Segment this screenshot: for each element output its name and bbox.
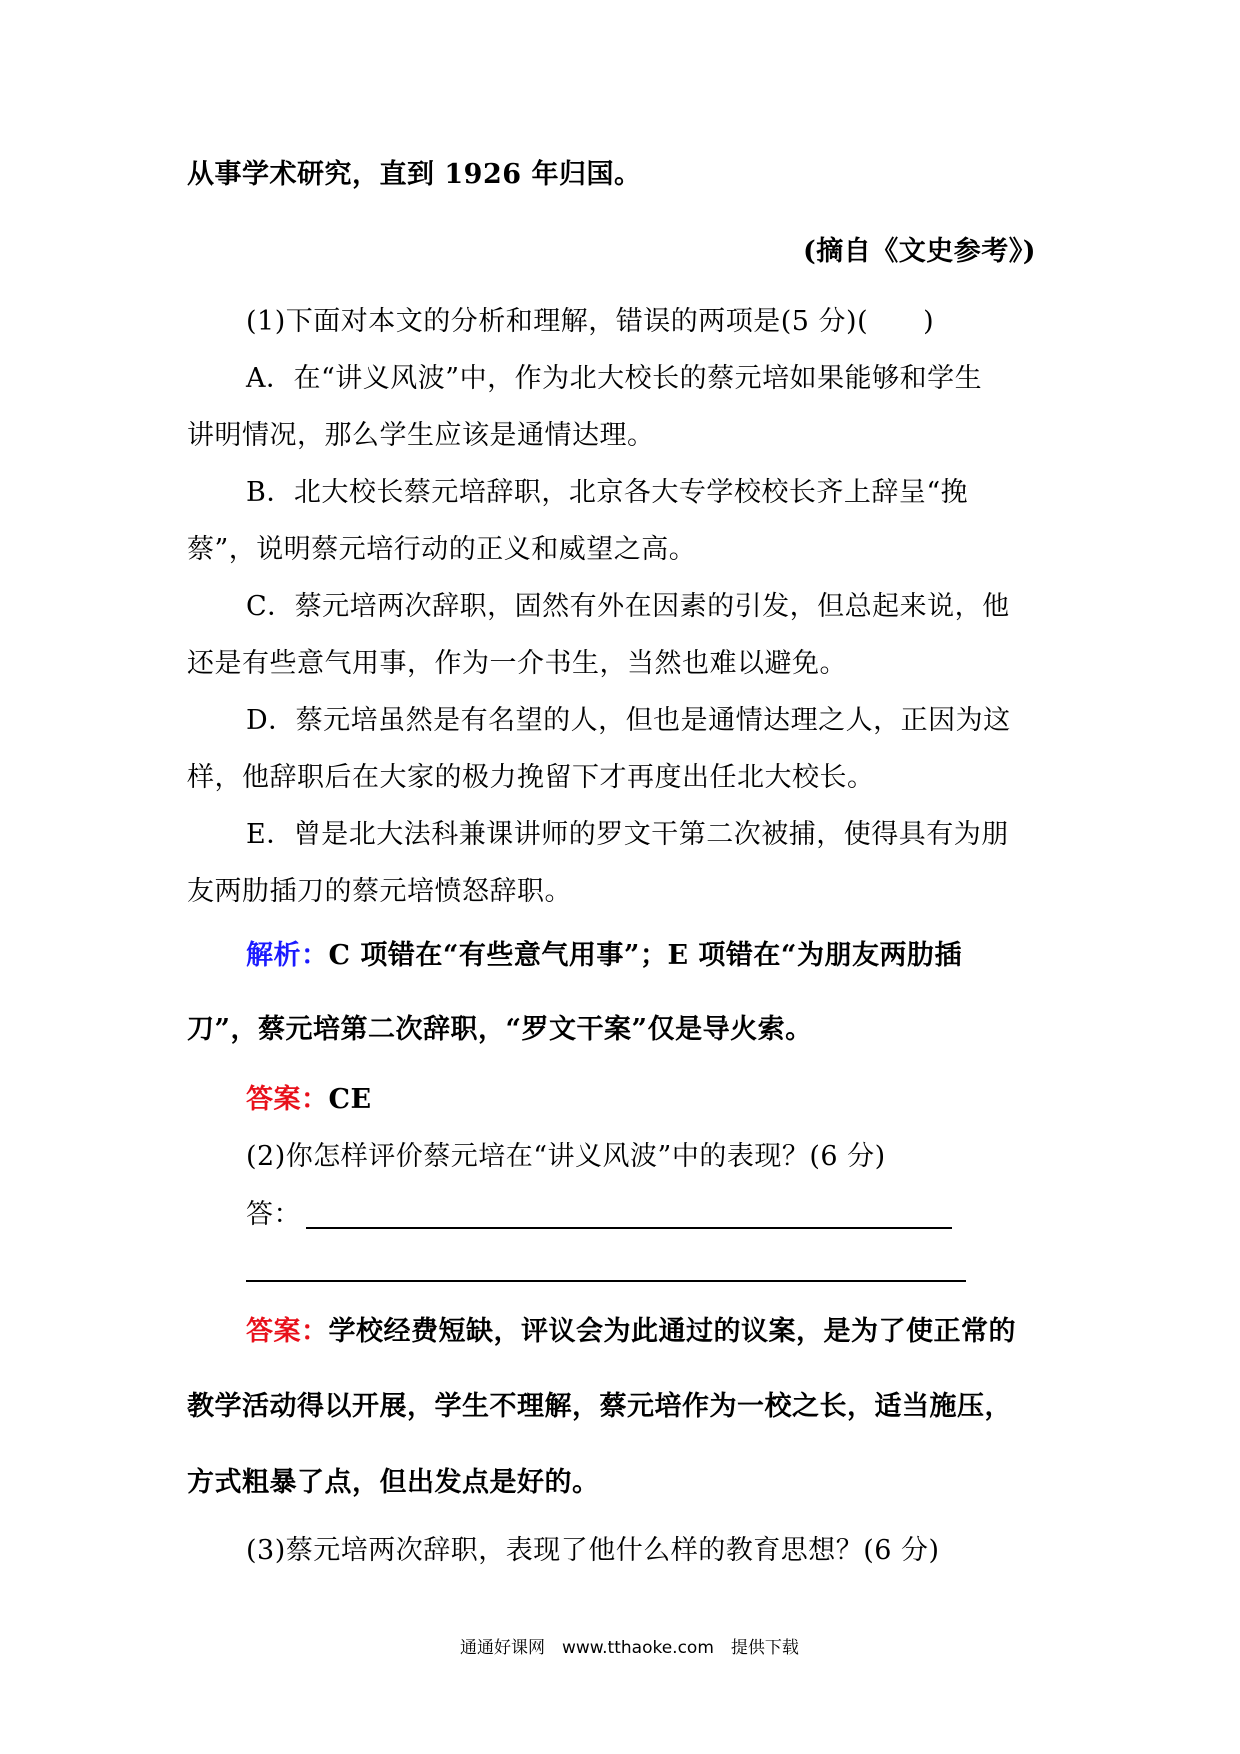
- q1-option-d-line2: 样，他辞职后在大家的极力挽留下才再度出任北大校长。: [187, 762, 875, 793]
- q1-stem: (1)下面对本文的分析和理解，错误的两项是(5 分)( ): [246, 306, 935, 337]
- q1-option-e-line1: E．曾是北大法科兼课讲师的罗文干第二次被捕，使得具有为朋: [246, 819, 1009, 850]
- q1-answer-line: [246, 1082, 372, 1118]
- page-footer: 通通好课网 www.tthaoke.com 提供下载: [460, 1638, 799, 1658]
- q1-option-d-line1: D．蔡元培虽然是有名望的人，但也是通情达理之人，正因为这: [246, 705, 1011, 736]
- answer-blank-line-1[interactable]: [306, 1227, 952, 1229]
- q1-analysis-line1: [246, 938, 962, 974]
- source-citation: (摘自《文史参考》): [803, 236, 1037, 267]
- q1-analysis-line2: 刀”，蔡元培第二次辞职，“罗文干案”仅是导火索。: [187, 1014, 813, 1045]
- q2-stem: (2)你怎样评价蔡元培在“讲义风波”中的表现？(6 分): [246, 1141, 886, 1172]
- q1-option-e-line2: 友两肋插刀的蔡元培愤怒辞职。: [187, 876, 572, 907]
- q2-answer-line3: 方式粗暴了点，但出发点是好的。: [187, 1467, 600, 1498]
- analysis-text: C 项错在“有些意气用事”；E 项错在“为朋友两肋插: [328, 940, 962, 971]
- q1-option-a-line2: 讲明情况，那么学生应该是通情达理。: [187, 420, 655, 451]
- q1-option-b-line2: 蔡”，说明蔡元培行动的正义和威望之高。: [187, 534, 697, 565]
- q1-option-b-line1: B．北大校长蔡元培辞职，北京各大专学校校长齐上辞呈“挽: [246, 477, 969, 508]
- q2-answer-label: 答案：: [246, 1316, 329, 1347]
- q1-option-c-line1: C．蔡元培两次辞职，固然有外在因素的引发，但总起来说，他: [246, 591, 1010, 622]
- answer-value: CE: [328, 1084, 372, 1115]
- q2-answer-line2: 教学活动得以开展，学生不理解，蔡元培作为一校之长，适当施压，: [187, 1391, 1012, 1422]
- q2-answer-text: 学校经费短缺，评议会为此通过的议案，是为了使正常的: [328, 1316, 1016, 1347]
- q1-option-c-line2: 还是有些意气用事，作为一介书生，当然也难以避免。: [187, 648, 847, 679]
- intro-end-text: 从事学术研究，直到 1926 年归国。: [187, 159, 642, 190]
- q2-answer-prompt: 答：: [246, 1199, 301, 1230]
- answer-blank-line-2[interactable]: [246, 1280, 966, 1282]
- q3-stem: (3)蔡元培两次辞职，表现了他什么样的教育思想？(6 分): [246, 1535, 940, 1566]
- analysis-label: 解析：: [246, 940, 329, 971]
- q1-option-a-line1: A．在“讲义风波”中，作为北大校长的蔡元培如果能够和学生: [246, 363, 983, 394]
- q2-answer-line1: [246, 1314, 1016, 1350]
- answer-label: 答案：: [246, 1084, 329, 1115]
